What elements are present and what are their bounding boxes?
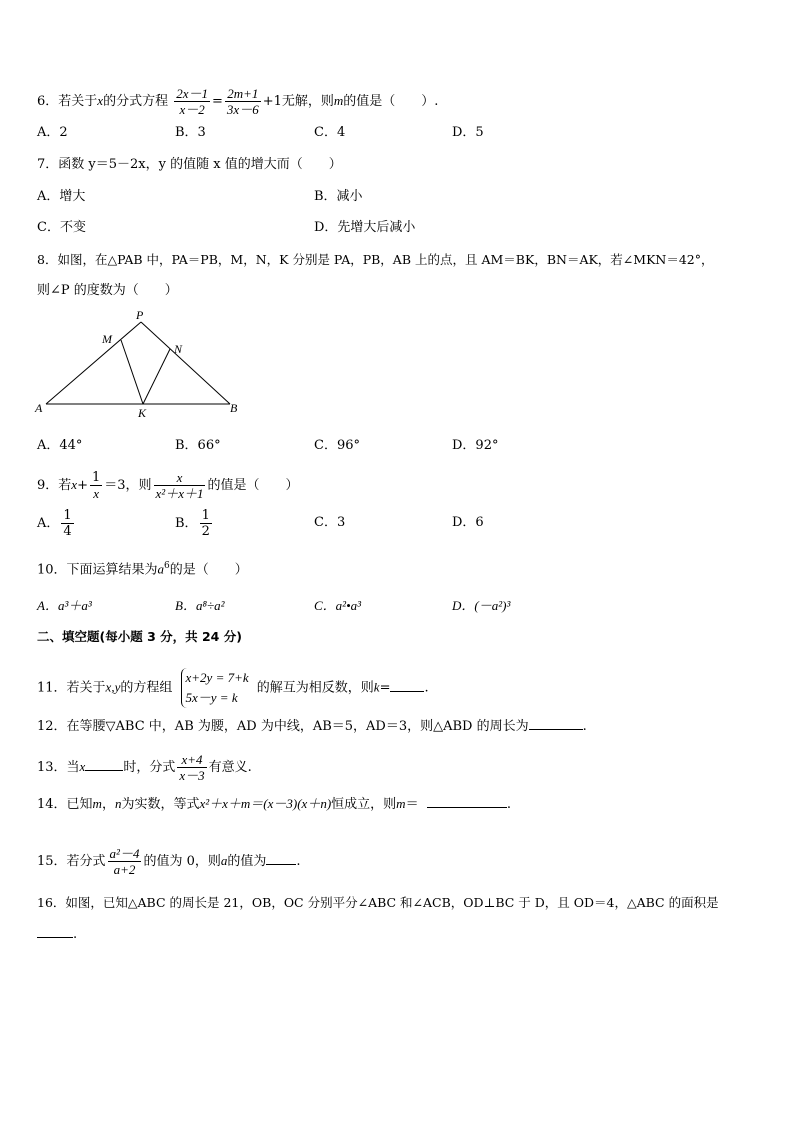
- q7-option-b[interactable]: B．减小: [314, 189, 363, 204]
- q8-option-c[interactable]: C．96°: [314, 438, 360, 453]
- q6-option-c[interactable]: C．4: [314, 125, 346, 140]
- fraction-lhs: $\frac{2x-1}{x-2}$: [176, 86, 209, 117]
- q9-option-c[interactable]: C．3: [314, 515, 346, 530]
- answer-blank-12[interactable]: [529, 717, 583, 730]
- label-K: K: [138, 406, 147, 420]
- q8-option-d[interactable]: D．92°: [452, 438, 499, 453]
- equation-system: x+2y = 7+k 5x－y = k: [181, 668, 249, 708]
- triangle-figure: [30, 306, 250, 422]
- q10-option-b[interactable]: B．a⁸÷a²: [175, 598, 225, 613]
- q7-option-d[interactable]: D．先增大后减小: [314, 220, 416, 235]
- side-PB: [141, 322, 230, 404]
- question-12: 12．在等腰▽ABC 中，AB 为腰，AD 为中线，AB＝5，AD＝3，则△ABD 的周长为 .: [37, 719, 587, 734]
- label-A: A: [35, 401, 43, 415]
- label-M: M: [102, 332, 112, 346]
- q8-option-a[interactable]: A．44°: [37, 438, 83, 453]
- q6-option-a[interactable]: A．2: [37, 125, 68, 140]
- question-7: 7．函数 y＝5－2x，y 的值随 x 值的增大而（ ）: [37, 157, 342, 172]
- q9-option-b[interactable]: B． $\frac{1}{2}$: [175, 508, 210, 539]
- q10-option-d[interactable]: D．(－a²)³: [452, 598, 511, 613]
- question-16-line1: 16．如图，已知△ABC 的周长是 21，OB，OC 分别平分∠ABC 和∠ACB，OD⊥BC 于 D，且 OD＝4，△ABC 的面积是: [37, 895, 719, 910]
- q10-option-c[interactable]: C．a²•a³: [314, 598, 362, 613]
- q7-option-a[interactable]: A．增大: [37, 189, 86, 204]
- section-2-title: 二、填空题(每小题 3 分，共 24 分): [37, 629, 242, 644]
- q9-option-d[interactable]: D．6: [452, 515, 484, 530]
- question-13: 13．当x 时，分式 $\frac{x+4}{x-3}$ 有意义.: [37, 752, 252, 783]
- answer-blank-11[interactable]: [390, 679, 424, 692]
- q6-option-d[interactable]: D．5: [452, 125, 484, 140]
- segment-MK: [121, 340, 143, 404]
- question-14: 14．已知m，n为实数，等式x²＋x＋m＝(x－3)(x＋n)恒成立，则m＝ .: [37, 796, 511, 812]
- question-16-line2: .: [37, 925, 77, 944]
- fraction-13: $\frac{x+4}{x-3}$: [179, 752, 205, 783]
- question-10: 10．下面运算结果为$a^6$的是（ ）: [37, 561, 248, 578]
- question-8-line1: 8．如图，在△PAB 中，PA＝PB，M，N，K 分别是 PA，PB，AB 上的点，且 AM＝BK，BN＝AK，若∠MKN＝42°，: [37, 252, 714, 267]
- q9-option-a[interactable]: A． $\frac{1}{4}$: [37, 508, 72, 539]
- q6-option-b[interactable]: B．3: [175, 125, 206, 140]
- question-6: 6．若关于x的分式方程 $\frac{2x-1}{x-2}$ = $\frac{2m+1}{3x-6}$ +1无解，则m的值是（ ）.: [37, 86, 439, 117]
- fraction-1-over-x: $\frac{1}{x}$: [91, 470, 101, 501]
- question-15: 15．若分式 $\frac{\text{a²－4}}{a+2}$ 的值为 0，则a的值为 .: [37, 846, 301, 877]
- question-8-line2: 则∠P 的度数为（ ）: [37, 283, 178, 298]
- side-PA: [46, 322, 141, 404]
- question-11: 11．若关于x,y的方程组 x+2y = 7+k 5x－y = k 的解互为相反数，则k= .: [37, 668, 429, 708]
- label-N: N: [174, 342, 183, 356]
- answer-blank-15[interactable]: [266, 852, 296, 865]
- label-B: B: [230, 401, 238, 415]
- answer-blank-16[interactable]: [37, 925, 73, 938]
- fraction-15: $\frac{\text{a²－4}}{a+2}$: [109, 846, 140, 877]
- label-P: P: [136, 308, 144, 322]
- q7-option-c[interactable]: C．不变: [37, 220, 86, 235]
- q8-option-b[interactable]: B．66°: [175, 438, 221, 453]
- fraction-x-over-poly: $\frac{x}{\text{x²＋x＋1}}$: [155, 470, 204, 501]
- answer-blank-13[interactable]: [85, 758, 123, 771]
- segment-NK: [143, 349, 170, 404]
- question-9: 9．若x+ $\frac{1}{x}$ ＝3，则 $\frac{x}{\text{x²＋x＋1}}$ 的值是（ ）: [37, 470, 299, 501]
- answer-blank-14[interactable]: [427, 795, 507, 808]
- q10-option-a[interactable]: A．a³＋a³: [37, 598, 92, 613]
- fraction-rhs: $\frac{2m+1}{3x-6}$: [226, 86, 259, 117]
